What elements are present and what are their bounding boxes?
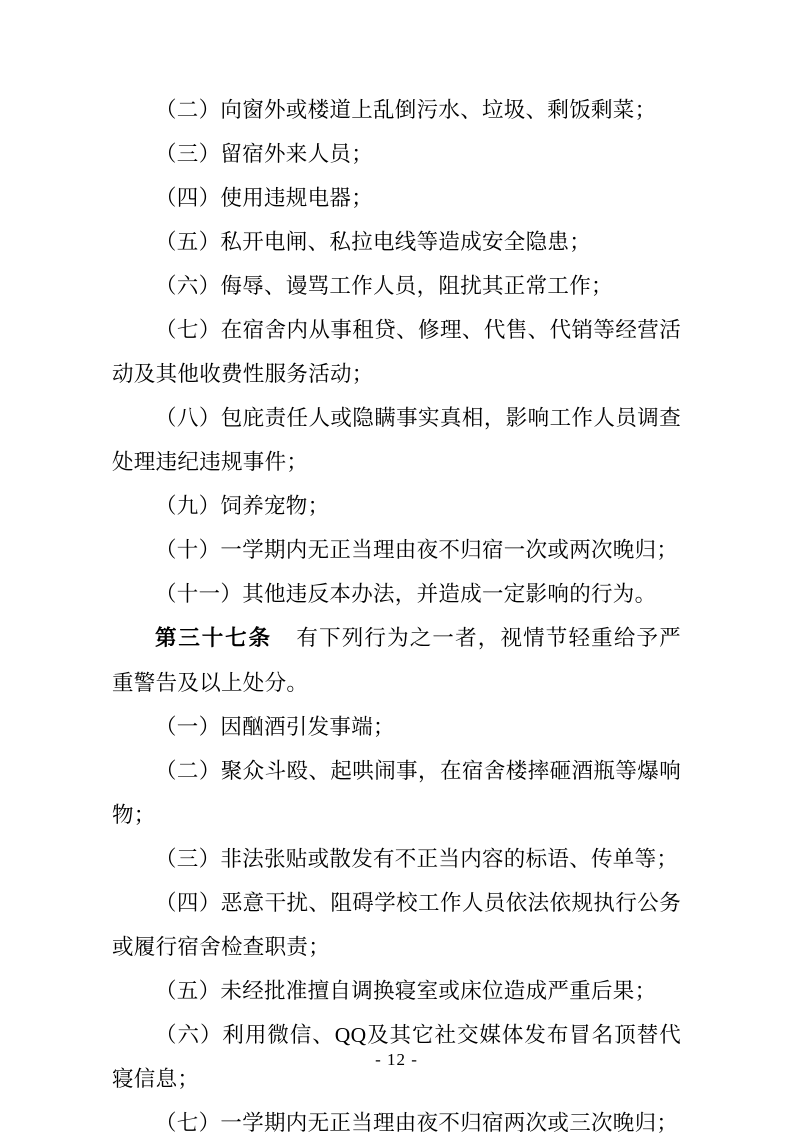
page-footer (0, 1050, 793, 1070)
article-number: 第三十七条 (155, 626, 272, 651)
list-item: （一）因酗酒引发事端； (155, 715, 395, 739)
article-paragraph (112, 616, 681, 705)
list-item: （九）饲养宠物； (155, 494, 330, 518)
list-item: （三）留宿外来人员； (155, 142, 374, 166)
list-item: （四）恶意干扰、阻碍学校工作人员依法依规执行公务或履行宿舍检查职责； (112, 891, 681, 959)
list-item: （三）非法张贴或散发有不正当内容的标语、传单等； (155, 847, 679, 871)
list-item: （六）利用微信、QQ及其它社交媒体发布冒名顶替代寝信息； (112, 1023, 681, 1091)
list-item: （八）包庇责任人或隐瞒事实真相，影响工作人员调查处理违纪违规事件； (112, 406, 681, 474)
list-item: （二）聚众斗殴、起哄闹事，在宿舍楼摔砸酒瓶等爆响物； (112, 759, 681, 827)
list-item: （四）使用违规电器； (155, 186, 374, 210)
document-body (112, 88, 681, 1145)
list-item: （七）在宿舍内从事租贷、修理、代售、代销等经营活动及其他收费性服务活动； (112, 318, 681, 386)
list-item: （七）一学期内无正当理由夜不归宿两次或三次晚归； (155, 1111, 679, 1135)
list-item: （二）向窗外或楼道上乱倒污水、垃圾、剩饭剩菜； (155, 98, 657, 122)
list-item: （五）未经批准擅自调换寝室或床位造成严重后果； (155, 979, 657, 1003)
list-item: （五）私开电闸、私拉电线等造成安全隐患； (155, 230, 592, 254)
list-item: （十）一学期内无正当理由夜不归宿一次或两次晚归； (155, 538, 679, 562)
list-item: （六）侮辱、谩骂工作人员，阻扰其正常工作； (155, 274, 613, 298)
page-number: - 12 - (375, 1050, 418, 1069)
article-text: 有下列行为之一者，视情节轻重给予严重警告及以上处分。 (112, 626, 681, 695)
list-item: （十一）其他违反本办法，并造成一定影响的行为。 (155, 582, 657, 606)
